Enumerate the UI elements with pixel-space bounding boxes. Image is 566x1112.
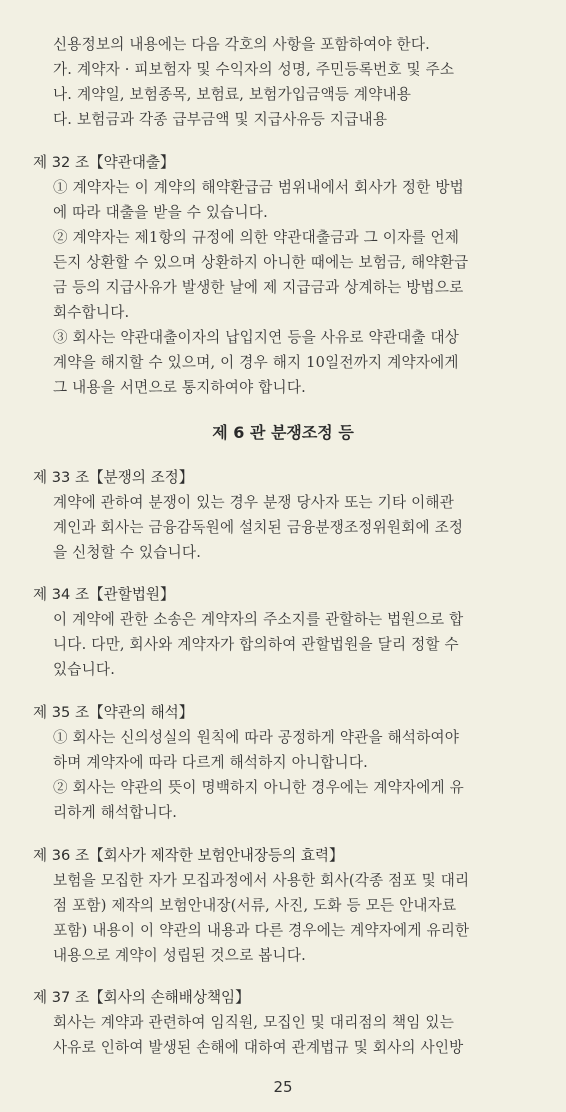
article-34-line: 니다. 다만, 회사와 계약자가 합의하여 관할법원을 달리 정할 수 <box>53 636 459 653</box>
article-35-line: 하며 계약자에 따라 다르게 해석하지 아니합니다. <box>53 754 368 771</box>
article-33-line: 계약에 관하여 분쟁이 있는 경우 분쟁 당사자 또는 기타 이해관 <box>53 494 454 511</box>
intro-item: 다. 보험금과 각종 급부금액 및 지급사유등 지급내용 <box>53 111 388 128</box>
article-37-heading: 제 37 조【회사의 손해배상책임】 <box>33 989 250 1006</box>
article-32-line: 에 따라 대출을 받을 수 있습니다. <box>53 204 268 221</box>
article-32-line: 든지 상환할 수 있으며 상환하지 아니한 때에는 보험금, 해약환급 <box>53 254 469 271</box>
article-35-line: ② 회사는 약관의 뜻이 명백하지 아니한 경우에는 계약자에게 유 <box>53 779 464 796</box>
article-34-line: 있습니다. <box>53 661 116 678</box>
article-32-line: 회수합니다. <box>53 304 130 321</box>
article-36-heading: 제 36 조【회사가 제작한 보험안내장등의 효력】 <box>33 847 344 864</box>
article-36-line: 포함) 내용이 이 약관의 내용과 다른 경우에는 계약자에게 유리한 <box>53 922 470 939</box>
article-32-line: 그 내용을 서면으로 통지하여야 합니다. <box>53 379 306 396</box>
article-35-line: 리하게 해석합니다. <box>53 804 178 821</box>
article-35-heading: 제 35 조【약관의 해석】 <box>33 704 194 721</box>
article-32-line: 계약을 해지할 수 있으며, 이 경우 해지 10일전까지 계약자에게 <box>53 354 459 371</box>
article-33-heading: 제 33 조【분쟁의 조정】 <box>33 469 194 486</box>
article-32-line: ② 계약자는 제1항의 규정에 의한 약관대출금과 그 이자를 언제 <box>53 229 460 246</box>
article-36-line: 보험을 모집한 자가 모집과정에서 사용한 회사(각종 점포 및 대리 <box>53 872 470 889</box>
article-37-line: 사유로 인하여 발생된 손해에 대하여 관계법규 및 회사의 사인방 <box>53 1039 464 1056</box>
article-35-line: ① 회사는 신의성실의 원칙에 따라 공정하게 약관을 해석하여야 <box>53 729 460 746</box>
article-32-line: ① 계약자는 이 계약의 해약환급금 범위내에서 회사가 정한 방법 <box>53 179 464 196</box>
article-33-line: 을 신청할 수 있습니다. <box>53 544 202 561</box>
page-number: 25 <box>273 1078 293 1096</box>
article-36-line: 점 포함) 제작의 보험안내장(서류, 사진, 도화 등 모든 안내자료 <box>53 897 457 914</box>
article-32-heading: 제 32 조【약관대출】 <box>33 154 175 171</box>
article-36-line: 내용으로 계약이 성립된 것으로 봅니다. <box>53 947 306 964</box>
article-37-line: 회사는 계약과 관련하여 임직원, 모집인 및 대리점의 책임 있는 <box>53 1014 454 1031</box>
chapter-heading: 제 6 관 분쟁조정 등 <box>212 423 354 442</box>
intro-item: 나. 계약일, 보험종목, 보험료, 보험가입금액등 계약내용 <box>53 86 412 103</box>
intro-line: 신용정보의 내용에는 다음 각호의 사항을 포함하여야 한다. <box>53 36 431 53</box>
intro-item: 가. 계약자 · 피보험자 및 수익자의 성명, 주민등록번호 및 주소 <box>53 61 455 78</box>
article-33-line: 계인과 회사는 금융감독원에 설치된 금융분쟁조정위원회에 조정 <box>53 519 464 536</box>
article-34-line: 이 계약에 관한 소송은 계약자의 주소지를 관할하는 법원으로 합 <box>53 611 464 628</box>
article-34-heading: 제 34 조【관할법원】 <box>33 586 175 603</box>
article-32-line: ③ 회사는 약관대출이자의 납입지연 등을 사유로 약관대출 대상 <box>53 329 460 346</box>
article-32-line: 금 등의 지급사유가 발생한 날에 제 지급금과 상계하는 방법으로 <box>53 279 464 296</box>
